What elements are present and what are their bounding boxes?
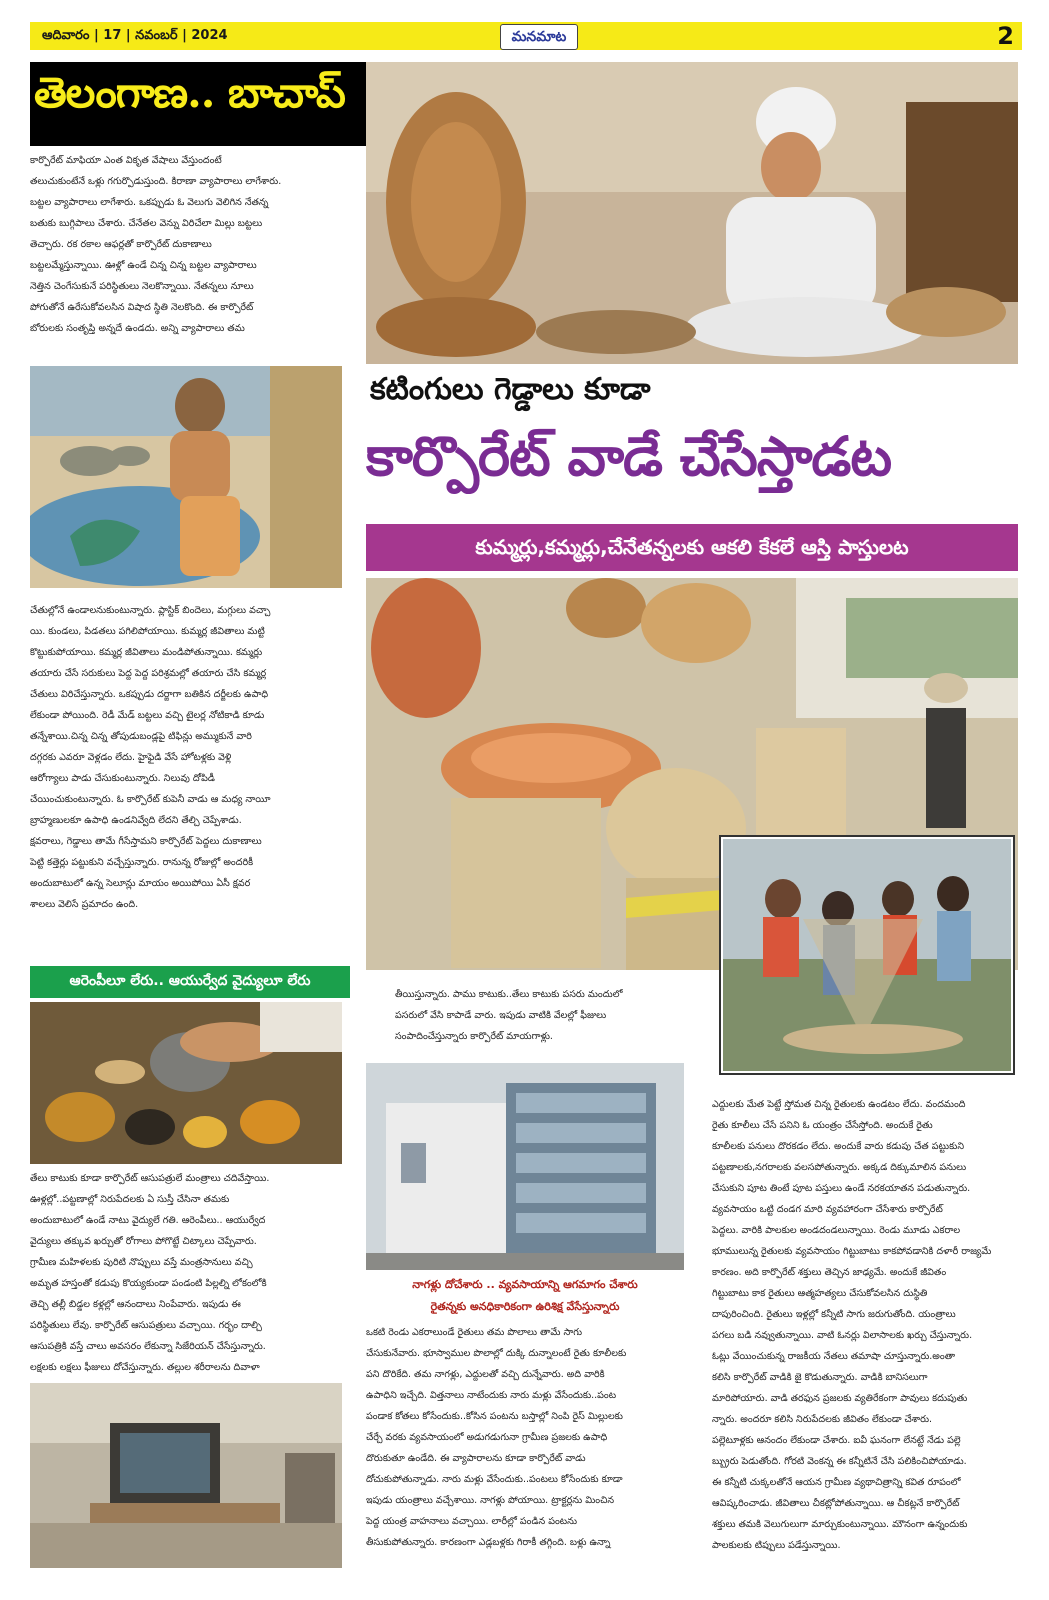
text-line: ఓట్లు వేయించుకున్న రాజకీయ నేతలు తమాషా చూస్తున్నారు.అంతా <box>712 1351 956 1362</box>
text-line: కార్పొరేట్ మాఫియా ఎంత వికృత వేషాలు వేస్తుందంటే <box>30 155 222 166</box>
issue-date: ఆదివారం | 17 | నవంబర్ | 2024 <box>42 28 228 43</box>
text-line: సంపాదించేస్తున్నారు కార్పొరేట్ మాయగాళ్లు. <box>395 1031 553 1042</box>
text-line: తన్నేశాయి.చిన్న చిన్న తోపుడుబండ్లపై టిఫిన్లు అమ్ముకునే వారి <box>30 731 252 742</box>
text-line: చేసుకునేవారు. భూస్వాముల పొలాల్లో దుక్కి దున్నాలంటే రైతు కూలీలకు <box>366 1348 627 1359</box>
text-line: బట్టల వ్యాపారాలు లాగేశారు. ఒకప్పుడు ఓ వెలుగు వెలిగిన నేతన్న <box>30 197 269 208</box>
fishermen-photo <box>719 835 1015 1075</box>
text-line: పని దొరికేది. తమ నాగళ్లు, ఎద్దులతో వచ్చి దున్నేవారు. అది వారికి <box>366 1369 605 1380</box>
text-line: బతుకు బుగ్గిపాలు చేశారు. చేనేతల వెన్ను విరిచేలా మిల్లు బట్టలు <box>30 218 263 229</box>
text-line: బట్టలమ్మేస్తున్నాయి. ఊళ్లో ఉండే చిన్న చిన్న బట్టల వ్యాపారాలు <box>30 260 257 271</box>
text-line: తయారు చేసే సరుకులు పెద్ద పెద్ద పరిశ్రమల్లో తయారు చేసి కమ్మర్ల <box>30 668 267 679</box>
text-line: కలిసి కార్పొరేట్ వాడికి జై కొడుతున్నారు. వాడికి బానిసలుగా <box>712 1372 928 1383</box>
paper-logo: మనమాట <box>500 24 578 50</box>
salon-photo <box>30 1383 342 1568</box>
text-line: పాలకులకు టిప్పులు పడేస్తున్నాయి. <box>712 1540 841 1551</box>
text-line: కారణం. అది కార్పొరేట్ శక్తులు తెచ్చిన జాఢ్యమే. అందుకే జీవితం <box>712 1267 947 1278</box>
page-number: 2 <box>997 22 1014 50</box>
text-line: పగలు బడి నవ్వుతున్నాయి. వాటి ఓనర్లు విలాసాలకు ఖర్చు చేస్తున్నారు. <box>712 1330 973 1341</box>
center-text-top <box>395 984 695 1047</box>
text-line: కొట్టుకుపోయాయి. కమ్మర్ల జీవితాలు మండిపోతున్నాయి. కమ్మర్లు <box>30 647 263 658</box>
text-line: లేకుండా పోయింది. రెడీ మేడ్ బట్టలు వచ్చి టైలర్ల నోటికాడి కూడు <box>30 710 265 721</box>
text-line: కూలీలకు పనులు దొరకడం లేదు. అందుకే వారు కడుపు చేత పట్టుకుని <box>712 1141 964 1152</box>
corporate-building-photo <box>366 1063 684 1270</box>
caption-line: రైతన్నకు అనధికారికంగా ఉరిశిక్ష వేసేస్తున్నారు <box>430 1300 620 1313</box>
text-line: పండాక కోతలు కోసేందుకు..కోసిన పంటను బస్తాల్లో నింపి రైస్ మిల్లులకు <box>366 1411 623 1422</box>
text-line: ఎద్దులకు మేత పెట్టే స్తోమత చిన్న రైతులకు ఉండటం లేదు. వందమంది <box>712 1099 966 1110</box>
text-line: ఆవిష్కరించాడు. జీవితాలు చీకట్లోపోతున్నాయి. ఆ చీకట్లనే కార్పొరేట్ <box>712 1498 960 1509</box>
text-line: దొరుకుతూ ఉండేది. ఈ వ్యాపారాలను కూడా కార్పొరేట్ వాడు <box>366 1453 586 1464</box>
text-line: శాలలు వెలిసే ప్రమాదం ఉంది. <box>30 899 139 910</box>
text-line: లక్షలకు లక్షలు ఫీజులు దోచేస్తున్నారు. తల్లుల శరీరాలను దివాళా <box>30 1362 260 1373</box>
ayurveda-heading: ఆరెంపీలూ లేరు.. ఆయుర్వేద వైద్యులూ లేరు <box>69 973 311 989</box>
text-line: దోచుకుపోతున్నాడు. నారు మళ్లు వేసేందుకు..పంటలు కోసేందుకు కూడా <box>366 1474 623 1485</box>
text-line: దగ్గరకు ఎవరూ వెళ్లడం లేదు. హైఫైడి వేసే హోటళ్లకు వెళ్లి <box>30 752 232 763</box>
text-line: గిట్టుబాటు కాక రైతులు ఆత్మహత్యలు చేసుకోవలసిన దుస్థితి <box>712 1288 928 1299</box>
text-line: ఉపాధిని ఇచ్చేది. విత్తనాలు నాటేందుకు నారు మళ్లు వేసేందుకు..పంట <box>366 1390 617 1401</box>
text-line: అందుబాటులో ఉండే నాటు వైద్యులే గతి. ఆరెంపీలు.. ఆయుర్వేద <box>30 1215 266 1226</box>
section-stamp-text: తెలంగాణ.. బాచాప్ <box>34 68 345 117</box>
kicker-heading: కటింగులు గెడ్డాలు కూడా <box>370 372 651 407</box>
text-line: క్షవరాలు, గెడ్డాలు తామే గీసేస్తామని కార్పొరేట్ పెద్దలు దుకాణాలు <box>30 836 262 847</box>
herbs-photo <box>30 1002 342 1164</box>
text-line: ఇపుడు యంత్రాలు వచ్చేశాయి. నాగళ్లు పోయాయి. ట్రాక్టర్లను మించిన <box>366 1495 615 1506</box>
text-line: వ్యవసాయం ఒట్టి దండగ మారి వ్యవహారంగా చేసేశారు కార్పొరేట్ <box>712 1204 943 1215</box>
text-line: బ్రాహ్మణులకూ ఉపాధి ఉండనివ్వేది లేదని తేల్చి చెప్పేశాడు. <box>30 815 242 826</box>
text-line: తీసుకుపోతున్నారు. కారణంగా ఎడ్లబళ్లకు గిరాకీ తగ్గింది. బళ్లు ఉన్నా <box>366 1537 611 1548</box>
text-line: పట్టణాలకు,నగరాలకు వలసపోతున్నారు. అక్కడ దిక్కుమాలిన పనులు <box>712 1162 967 1173</box>
text-line: చేయించుకుంటున్నారు. ఓ కార్పొరేట్ కుపెనీ వాడు ఆ మధ్య నాయీ <box>30 794 271 805</box>
text-line: భూములున్న రైతులకు వ్యవసాయం గిట్టుబాటు కాకపోవడానికి దళారీ రాజ్యమే <box>712 1246 992 1257</box>
text-line: ఆసుపత్రికి వస్తే చాలు అవసరం లేకున్నా సిజేరియన్ చేసేస్తున్నారు. <box>30 1341 266 1352</box>
text-line: దాపురించింది. రైతులు ఇళ్లల్లో కన్నీటి సాగు జరుగుతోంది. యంత్రాలు <box>712 1309 956 1320</box>
text-line: ఊళ్లల్లో..పట్టణాల్లో నిరుపేదలకు ఏ సుస్తీ చేసినా తమకు <box>30 1194 230 1205</box>
text-line: చేర్చే వరకు వ్యవసాయంలో అడుగడుగునా గ్రామీణ ప్రజలకు ఉపాధి <box>366 1432 608 1443</box>
text-line: పరిస్థితులు లేవు. కార్పొరేట్ ఆసుపత్రులు వచ్చాయి. గర్భం దాల్చి <box>30 1320 262 1331</box>
text-line: తీయిస్తున్నారు. పాము కాటుకు..తేలు కాటుకు పసరు మందులో <box>395 989 623 1000</box>
text-line: బోరులకు సంతృప్తి అన్నదే ఉండదు. అన్ని వ్యాపారాలు తమ <box>30 323 245 334</box>
left-mid-article <box>30 600 364 915</box>
center-bottom-article <box>366 1322 700 1553</box>
text-line: తెచ్చి తల్లీ బిడ్డల కళ్లల్లో ఆనందాలు నింపేవారు. ఇపుడు ఈ <box>30 1299 241 1310</box>
text-line: చేతులు విరిచేస్తున్నారు. ఒకప్పుడు దర్జాగా బతికిన దర్జీలకు ఉపాధి <box>30 689 269 700</box>
main-headline: కార్పొరేట్ వాడే చేసేస్తాడట <box>366 425 892 488</box>
text-line: యి. కుండలు, పిడతలు పగిలిపోయాయి. కుమ్మర్ల జీవితాలు మట్టి <box>30 626 265 637</box>
text-line: ఆరోగ్యాలు పాడు చేసుకుంటున్నారు. నిలువు దోపిడీ <box>30 773 215 784</box>
text-line: న్నారు. అందరూ కలిసి నిరుపేదలకు జీవితం లేకుండా చేశారు. <box>712 1414 933 1425</box>
text-line: ఈ కన్నీటి చుక్కలతోనే ఆయన గ్రామీణ వ్యథాచిత్రాన్ని కవిత రూపంలో <box>712 1477 961 1488</box>
text-line: శక్తులు తమకి వెలుగులుగా మార్చుకుంటున్నాయి. మౌనంగా ఉన్నందుకు <box>712 1519 968 1530</box>
text-line: పోగుతోనే ఉరేసుకోవలసిన విషాద స్థితి నెలకొంది. ఈ కార్పొరేట్ <box>30 302 254 313</box>
text-line: తెచ్చారు. రక రకాల ఆఫర్లతో కార్పొరేట్ దుకాణాలు <box>30 239 212 250</box>
text-line: పెద్దలు. వారికి పాలకుల అండదండలున్నాయి. రెండు మూడు ఎకరాల <box>712 1225 961 1236</box>
text-line: పెద్ద యంత్ర వాహనాలు వచ్చాయి. లారీల్లో పండిన పంటను <box>366 1516 578 1527</box>
text-line: అందుబాటులో ఉన్న సెలూన్లు మాయం అయిపోయి ఏసీ క్షవర <box>30 878 251 889</box>
left-bottom-article <box>30 1168 364 1378</box>
text-line: పెట్టి కత్తెర్లు పట్టుకుని వచ్చేస్తున్నారు. రానున్న రోజుల్లో అందరికీ <box>30 857 254 868</box>
subheadline-bar <box>366 524 1018 571</box>
subheadline-text: కుమ్మర్లు,కమ్మర్లు,చేనేతన్నలకు ఆకలి కేకలే ఆస్తి పాస్తులట <box>475 535 909 559</box>
text-line: పల్లెటూళ్లకు ఆనందం లేకుండా చేశారు. ఐవీ ఘనంగా లేనట్టే నేడు పల్లె <box>712 1435 961 1446</box>
washerman-illustration <box>30 366 342 588</box>
ayurveda-heading-bar <box>30 966 350 998</box>
text-line: మారిపోయారు. వాడి తరఫున ప్రజలకు వ్యతిరేకంగా పావులు కదుపుతు <box>712 1393 968 1404</box>
right-article <box>712 1094 1018 1556</box>
caption-line: నాగళ్లు దోచేశారు .. వ్యవసాయాన్ని ఆగమాగం చేశారు <box>412 1278 638 1291</box>
section-stamp <box>30 62 400 146</box>
text-line: రైతు కూలీలు చేసే పనిని ఓ యంత్రం చేసేస్తోంది. అందుకే రైతు <box>712 1120 933 1131</box>
masthead-bar <box>30 22 1022 50</box>
text-line: తలుచుకుంటేనే ఒళ్లు గగుర్పొడుస్తుంది. కిరాణా వ్యాపారాలు లాగేశారు. <box>30 176 282 187</box>
building-caption <box>366 1274 684 1318</box>
text-line: తేలు కాటుకు కూడా కార్పొరేట్ ఆసుపత్రులే మంత్రాలు చదివేస్తాయి. <box>30 1173 270 1184</box>
text-line: గ్రామీణ మహిళలకు పురిటి నొప్పులు వస్తే మంత్రసానులు వచ్చి <box>30 1257 253 1268</box>
text-line: వైద్యులు తక్కువ ఖర్చుతో రోగాలు పోగొట్టే చిట్కాలు చెప్పేవారు. <box>30 1236 257 1247</box>
text-line: అమృత హస్తంతో కడుపు కొయ్యకుండా పండంటి పిల్లల్ని లోకంలోకి <box>30 1278 267 1289</box>
cobbler-photo <box>366 62 1018 364</box>
text-line: పసరులో వేసి కాపాడే వారు. ఇపుడు వాటికి వేలల్లో ఫీజులు <box>395 1010 607 1021</box>
left-top-article <box>30 150 364 339</box>
text-line: బ్బ్రురు పెడుతోంది. గోరటి వెంకన్న ఈ కన్నీటినే చేసి పలికించిపోయాడు. <box>712 1456 967 1467</box>
text-line: చేసుకుని పూట తింటే పూట పస్తులు ఉండే నరకయాతన పడుతున్నారు. <box>712 1183 971 1194</box>
text-line: నెత్తిన చెంగేసుకునే పరిస్థితులు నెలకొన్నాయి. నేతన్నలు నూలు <box>30 281 254 292</box>
text-line: చేతుల్లోనే ఉండాలనుకుంటున్నారు. ప్లాస్టిక్ బిందెలు, మగ్గులు వచ్చా <box>30 605 271 616</box>
text-line: ఒకటి రెండు ఎకరాలుండే రైతులు తమ పొలాలు తామే సాగు <box>366 1327 583 1338</box>
